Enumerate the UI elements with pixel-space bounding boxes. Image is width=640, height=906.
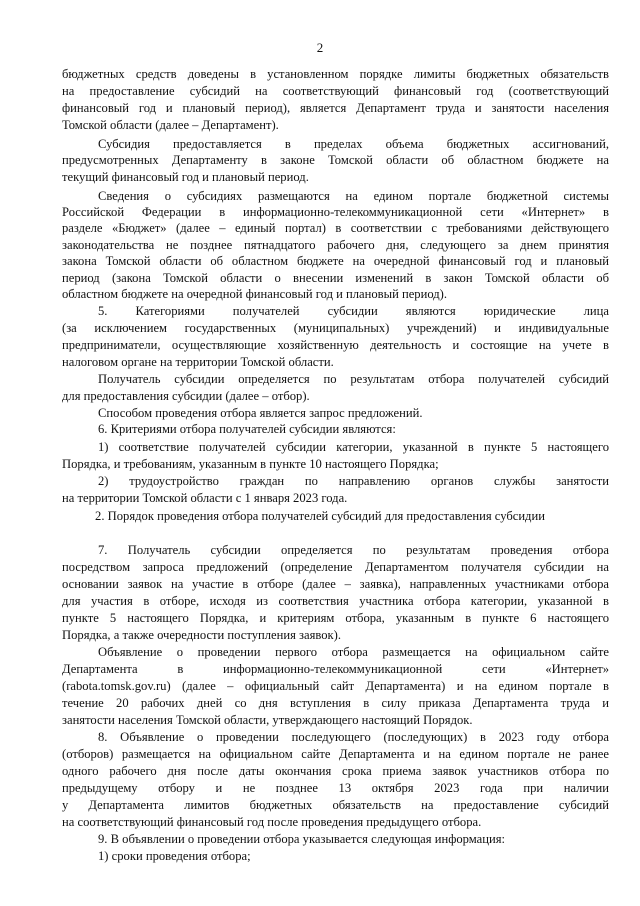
text-line: для предоставления субсидии (далее – отбор). <box>62 389 310 403</box>
text-line: для участия в отборе, исходя из соответствия участника отбора категории, указанной в <box>62 594 609 608</box>
text-line: Томской области (далее – Департамент). <box>62 118 279 132</box>
text-line: Субсидия предоставляется в пределах объема бюджетных ассигнований, <box>98 137 609 151</box>
text-line: Объявление о проведении первого отбора размещается на официальном сайте <box>98 645 609 659</box>
text-line: 9. В объявлении о проведении отбора указывается следующая информация: <box>98 832 505 846</box>
text-line: 8. Объявление о проведении последующего (последующих) в 2023 году отбора <box>98 730 609 744</box>
text-line: течение 20 рабочих дней со дня вступления в силу приказа Департамента труда и <box>62 696 609 710</box>
text-line: налоговом органе на территории Томской области. <box>62 355 334 369</box>
text-line: предусмотренных Департаменту в законе Томской области об областном бюджете на <box>62 153 609 167</box>
text-line: пункте 5 настоящего Порядка, и критериям отбора, указанным в пункте 6 настоящего <box>62 611 609 625</box>
text-line: Получатель субсидии определяется по результатам отбора получателей субсидий <box>98 372 609 386</box>
text-line: на территории Томской области с 1 января 2023 года. <box>62 491 348 505</box>
text-line: занятости населения Томской области, утверждающего настоящий Порядок. <box>62 713 473 727</box>
text-line: текущий финансовый год и плановый период. <box>62 170 309 184</box>
section-heading: 2. Порядок проведения отбора получателей субсидий для предоставления субсидии <box>95 509 545 523</box>
text-line: областном бюджете на очередной финансовый год и плановый период). <box>62 287 448 301</box>
text-line: Российской Федерации в информационно-телекоммуникационной сети «Интернет» в <box>62 205 609 219</box>
text-line: законодательства не позднее пятнадцатого рабочего дня, следующего за днем принятия <box>62 238 609 252</box>
text-line: 6. Критериями отбора получателей субсидии являются: <box>98 422 396 436</box>
text-line: Способом проведения отбора является запрос предложений. <box>98 406 423 420</box>
text-line: 2) трудоустройство граждан по направлению органов службы занятости <box>98 474 609 488</box>
page-number: 2 <box>316 40 324 55</box>
text-line: предприниматели, осуществляющие хозяйственную деятельность и состоящие на учете в <box>62 338 609 352</box>
text-line: одного рабочего дня после даты окончания срока приема заявок участников отбора по <box>62 764 609 778</box>
text-line: 5. Категориями получателей субсидии являются юридические лица <box>98 304 609 318</box>
text-line: посредством запроса предложений (определение Департаментом получателя субсидии на <box>62 560 609 574</box>
text-line: (rabota.tomsk.gov.ru) (далее – официальный сайт Департамента) и на едином портале в <box>62 679 609 693</box>
text-line: Департамента в информационно-телекоммуникационной сети «Интернет» <box>62 662 609 676</box>
text-line: у Департамента лимитов бюджетных обязательств на предоставление субсидий <box>62 798 609 812</box>
text-line: Порядка, и требованиям, указанным в пункте 10 настоящего Порядка; <box>62 457 439 471</box>
text-line: закона Томской области об областном бюджете на очередной финансовый год и плановый <box>62 254 609 268</box>
text-line: 7. Получатель субсидии определяется по результатам проведения отбора <box>98 543 609 557</box>
text-line: Порядка, а также очередности поступления заявок). <box>62 628 342 642</box>
text-line: период (закона Томской области о внесении изменений в закон Томской области об <box>62 271 609 285</box>
text-line: Сведения о субсидиях размещаются на едином портале бюджетной системы <box>98 189 609 203</box>
text-line: предыдущему отбору и не позднее 13 октября 2023 года при наличии <box>62 781 609 795</box>
text-line: (за исключением государственных (муниципальных) учреждений) и индивидуальные <box>62 321 609 335</box>
text-line: основании заявок на участие в отборе (далее – заявка), направленных участниками отбора <box>62 577 609 591</box>
text-line: на предоставление субсидий на соответствующий финансовый год (соответствующий <box>62 84 609 98</box>
text-line: (отборов) размещается на официальном сайте Департамента и на едином портале не ранее <box>62 747 609 761</box>
text-line: разделе «Бюджет» (далее – единый портал) в соответствии с требованиями действующего <box>62 221 609 235</box>
text-line: бюджетных средств доведены в установленном порядке лимиты бюджетных обязательств <box>62 67 609 81</box>
text-line: на соответствующий финансовый год после проведения предыдущего отбора. <box>62 815 482 829</box>
text-line: 1) сроки проведения отбора; <box>98 849 251 863</box>
text-line: финансовый год и плановый период), является Департамент труда и занятости населения <box>62 101 609 115</box>
text-line: 1) соответствие получателей субсидии категории, указанной в пункте 5 настоящего <box>98 440 609 454</box>
